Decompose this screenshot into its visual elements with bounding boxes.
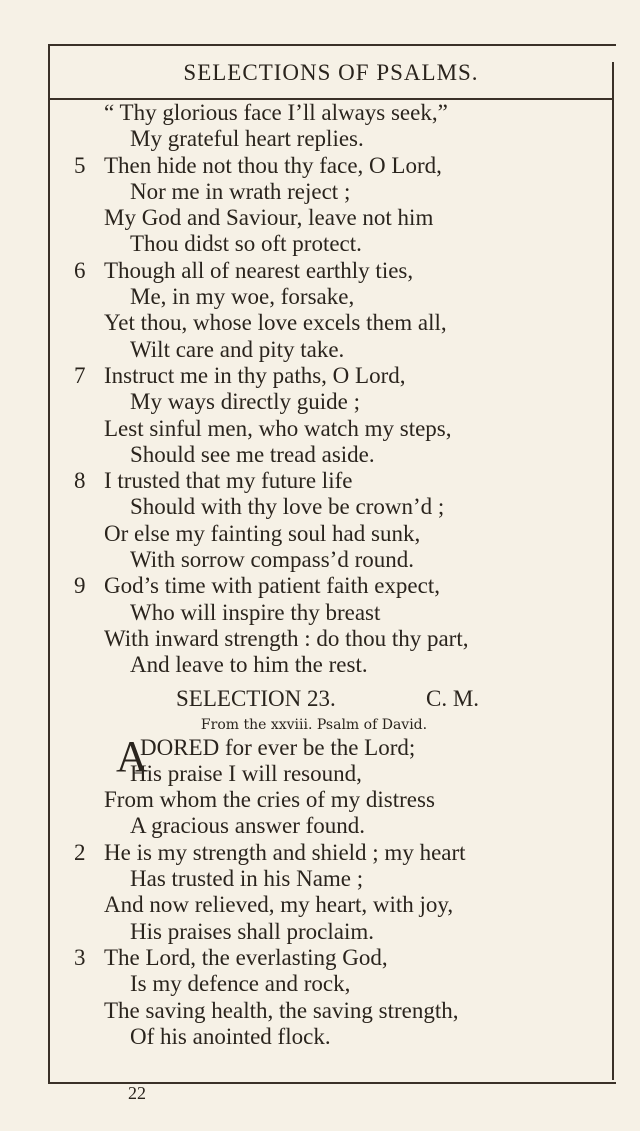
- selection-heading: [74, 683, 584, 715]
- verse-line: [74, 652, 584, 678]
- drop-cap: A: [116, 731, 148, 781]
- verse-line-text: With inward strength : do thou thy part,: [104, 625, 469, 651]
- verse-line: [74, 337, 584, 363]
- verse-line: [74, 892, 584, 918]
- verse-line-text: The saving health, the saving strength,: [104, 997, 459, 1023]
- verse-line: [74, 1024, 584, 1050]
- verse-line-text: DORED for ever be the Lord;: [140, 734, 416, 760]
- verse-line-text: Nor me in wrath reject ;: [130, 178, 351, 204]
- verse-line-text: Wilt care and pity take.: [130, 336, 345, 362]
- verse-line-text: My God and Saviour, leave not him: [104, 205, 434, 231]
- verse-line-text: From whom the cries of my distress: [104, 787, 435, 813]
- stanza-number: 7: [74, 362, 86, 388]
- verse-line: [74, 971, 584, 997]
- verse-line-text: My ways directly guide ;: [130, 389, 360, 415]
- stanza-number: 5: [74, 152, 86, 178]
- verse-line: [74, 442, 584, 468]
- verse-line: [74, 205, 584, 231]
- verse-line-text: Should see me tread aside.: [130, 441, 375, 467]
- selection-meter: C. M.: [426, 685, 480, 711]
- stanza-number: 8: [74, 468, 86, 494]
- verse-line-text: Instruct me in thy paths, O Lord,: [104, 362, 406, 388]
- verse-line-text: With sorrow compass’d round.: [130, 547, 414, 573]
- page-title: SELECTIONS OF PSALMS.: [183, 60, 479, 85]
- verse-line: [74, 998, 584, 1024]
- verse-line-text: My grateful heart replies.: [130, 126, 364, 152]
- selection-subtitle: From the xxviii. Psalm of David.: [200, 716, 428, 733]
- verse-line-text: Then hide not thou thy face, O Lord,: [104, 152, 442, 178]
- stanza-number: 3: [74, 944, 86, 970]
- verse-line-text: He is my strength and shield ; my heart: [104, 839, 466, 865]
- verse-line: [74, 866, 584, 892]
- verse-line: [74, 813, 584, 839]
- stanza-9-line-1: [74, 573, 584, 599]
- verse-line: [74, 310, 584, 336]
- page-frame-right-rule: [612, 62, 614, 1080]
- verse-line-text: “ Thy glorious face I’ll always seek,”: [104, 100, 448, 125]
- verse-line-text: Of his anointed flock.: [130, 1023, 331, 1049]
- verse-line-text: I trusted that my future life: [104, 468, 353, 494]
- verse-line: [74, 547, 584, 573]
- verse-line-text: Thou didst so oft protect.: [130, 231, 362, 257]
- verse-line-text: The Lord, the everlasting God,: [104, 944, 388, 970]
- verse-line-text: His praises shall proclaim.: [130, 918, 375, 944]
- stanza-number: 6: [74, 257, 86, 283]
- stanza-5-line-1: [74, 153, 584, 179]
- hymn-text: [74, 100, 584, 1050]
- verse-line-text: Me, in my woe, forsake,: [130, 284, 355, 310]
- verse-line-text: And leave to him the rest.: [130, 652, 368, 678]
- verse-line: [74, 284, 584, 310]
- verse-line: [74, 389, 584, 415]
- verse-line-text: Yet thou, whose love excels them all,: [104, 310, 447, 336]
- stanza-3-line-1: [74, 945, 584, 971]
- verse-line-text: Who will inspire thy breast: [130, 599, 381, 625]
- verse-line-text: Has trusted in his Name ;: [130, 866, 364, 892]
- verse-line: [74, 919, 584, 945]
- page-header: [50, 48, 612, 100]
- verse-line-text: A gracious answer found.: [130, 813, 366, 839]
- verse-line: [74, 600, 584, 626]
- verse-line-text: His praise I will resound,: [130, 760, 362, 786]
- verse-line: [74, 626, 584, 652]
- verse-line-text: God’s time with patient faith expect,: [104, 573, 440, 599]
- stanza-number: 9: [74, 573, 86, 599]
- stanza-number: 2: [74, 839, 86, 865]
- verse-line-text: Or else my fainting soul had sunk,: [104, 520, 421, 546]
- verse-line: [74, 521, 584, 547]
- verse-line-text: Is my defence and rock,: [130, 971, 351, 997]
- verse-line-text: Lest sinful men, who watch my steps,: [104, 415, 452, 441]
- verse-line: [74, 494, 584, 520]
- stanza-7-line-1: [74, 363, 584, 389]
- stanza-2-line-1: [74, 840, 584, 866]
- page-number: 22: [128, 1083, 146, 1103]
- verse-line: [74, 179, 584, 205]
- verse-line: [74, 761, 584, 787]
- verse-line: [74, 787, 584, 813]
- verse-line: [74, 126, 584, 152]
- verse-line: [74, 231, 584, 257]
- stanza-6-line-1: [74, 258, 584, 284]
- verse-line: [74, 416, 584, 442]
- verse-line-text: Should with thy love be crown’d ;: [130, 494, 445, 520]
- verse-line-text: And now relieved, my heart, with joy,: [104, 892, 454, 918]
- selection-title: SELECTION 23.: [176, 685, 336, 711]
- verse-line-text: Though all of nearest earthly ties,: [104, 257, 414, 283]
- verse-line: [74, 100, 584, 126]
- stanza-8-line-1: [74, 468, 584, 494]
